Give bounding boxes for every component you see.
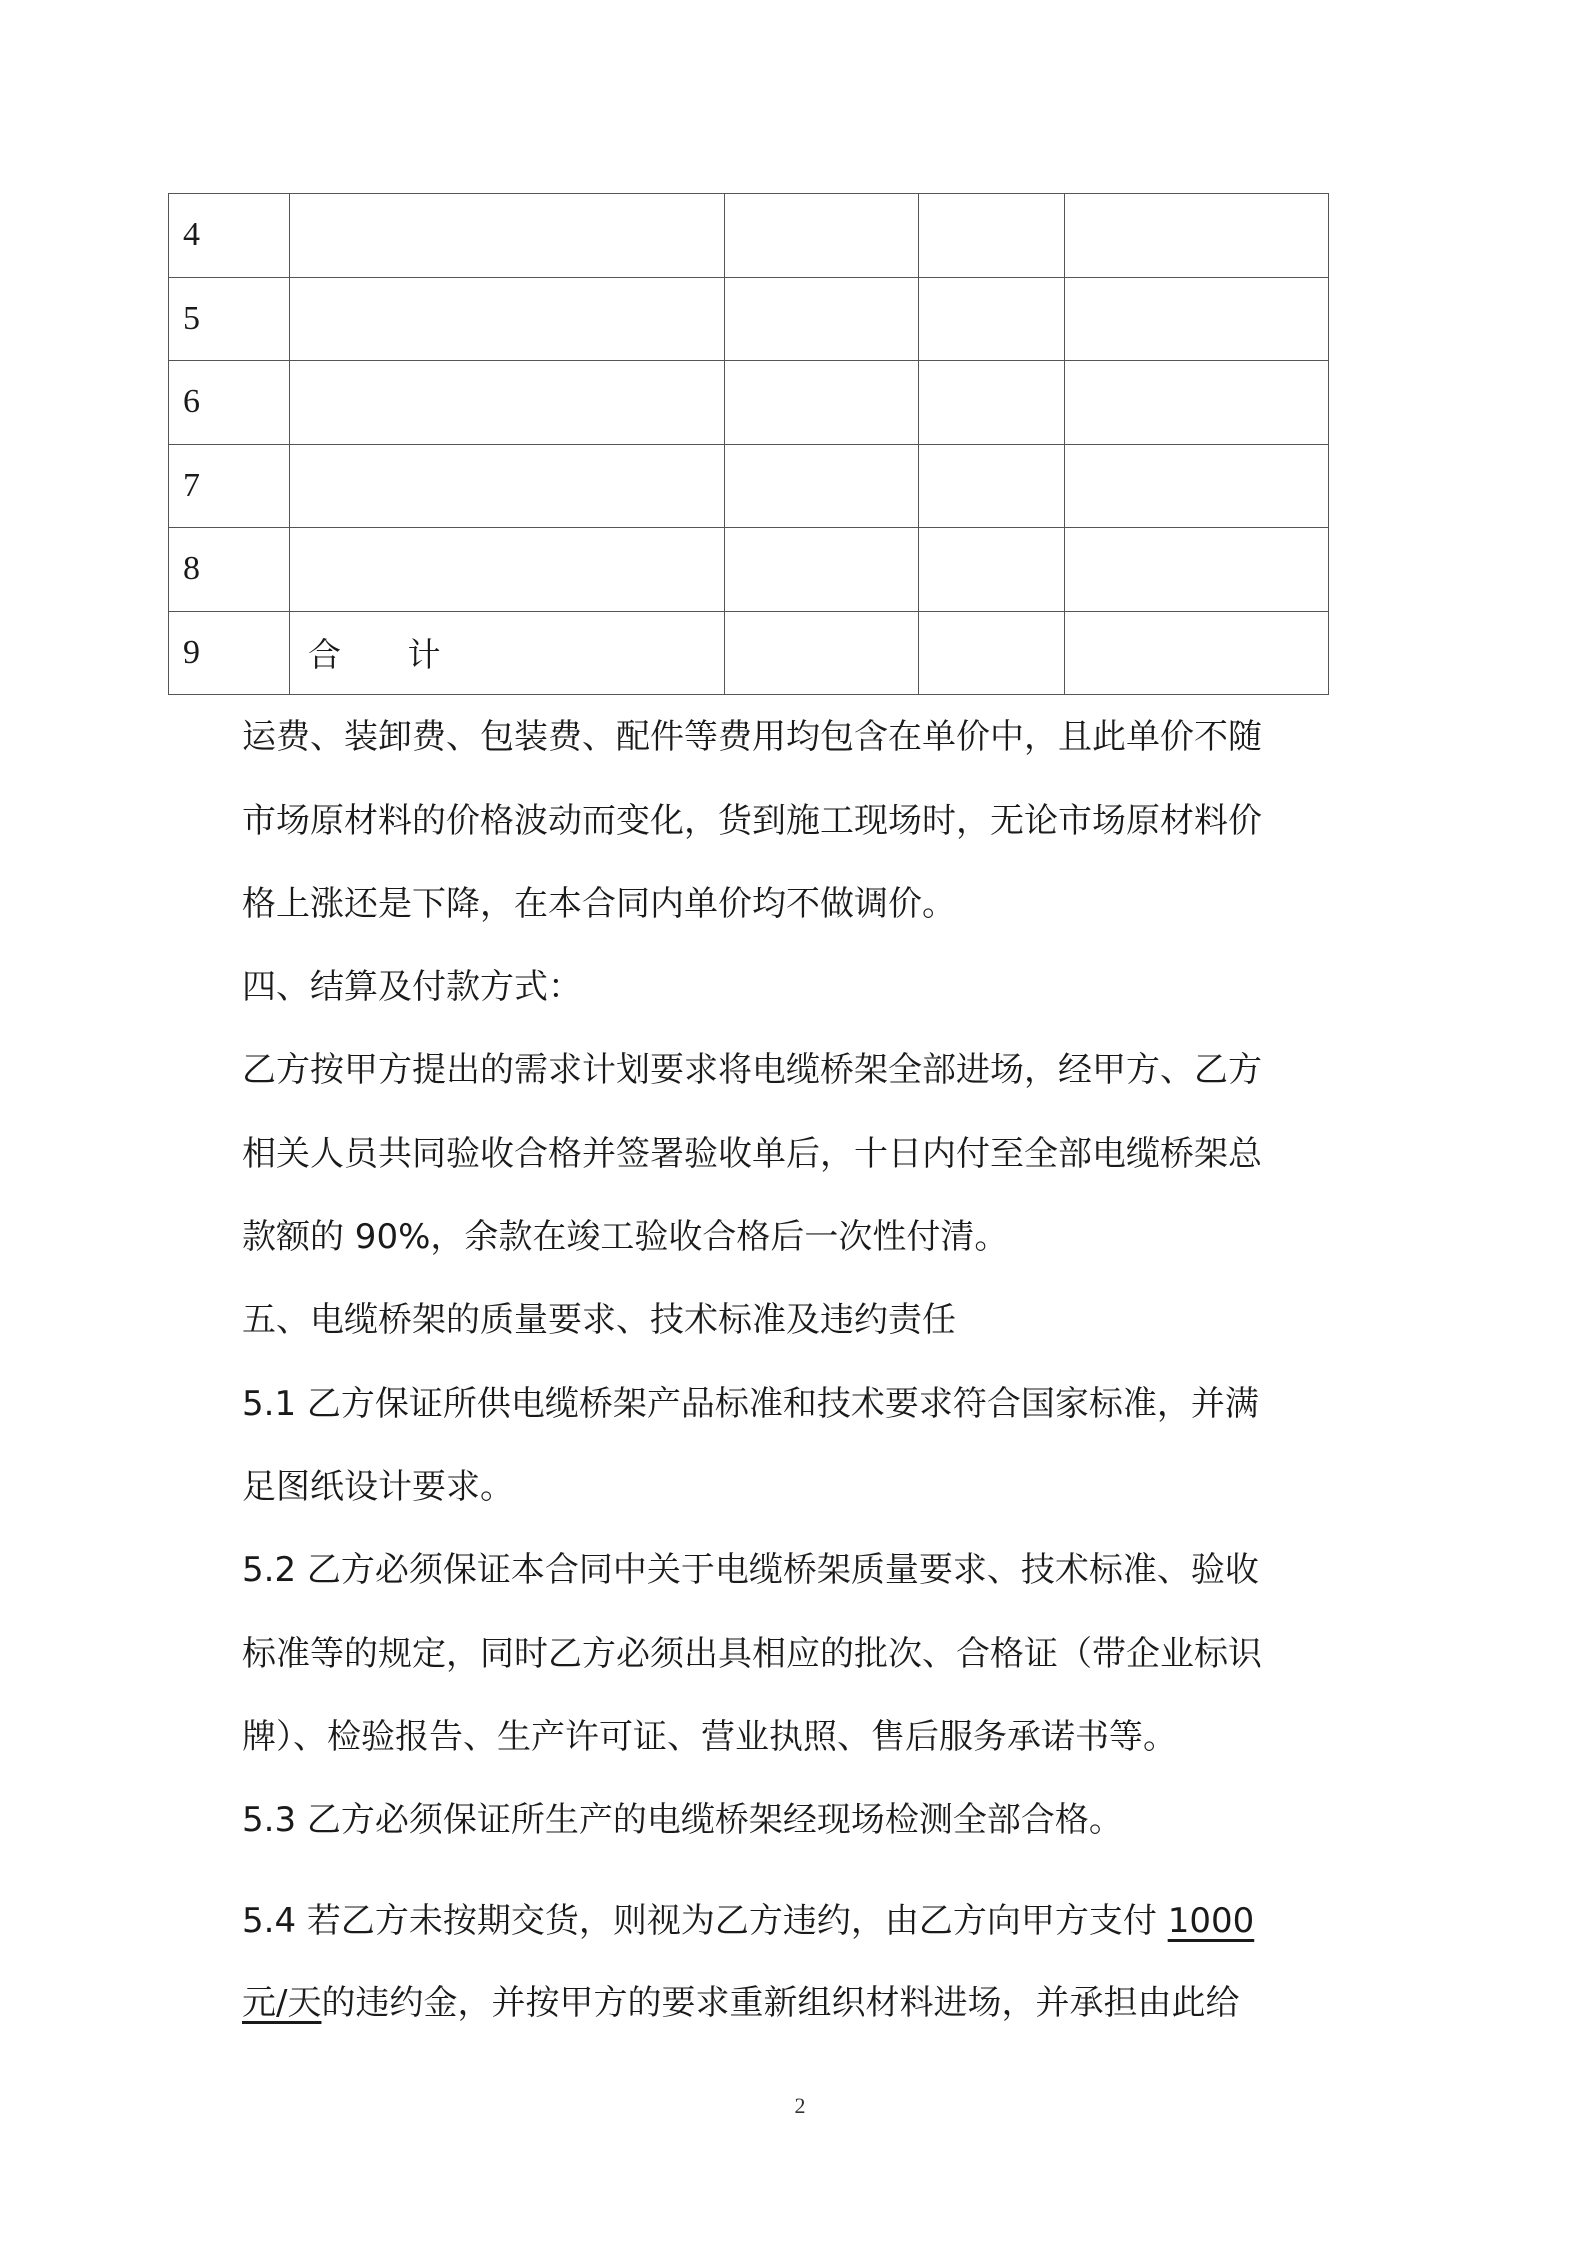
row-number: 8	[169, 528, 290, 612]
paragraph-line	[242, 1983, 1239, 2023]
paragraph-line: 款额的 90%，余款在竣工验收合格后一次性付清。	[242, 1217, 1009, 1257]
paragraph-line: 5.1 乙方保证所供电缆桥架产品标准和技术要求符合国家标准，并满	[242, 1384, 1259, 1424]
paragraph-line: 足图纸设计要求。	[242, 1467, 514, 1507]
text-span: 的违约金，并按甲方的要求重新组织材料进场，并承担由此给	[321, 1983, 1240, 2023]
section-heading: 五、电缆桥架的质量要求、技术标准及违约责任	[242, 1300, 956, 1340]
paragraph-line	[242, 1901, 1254, 1941]
total-label: 合 计	[290, 611, 725, 695]
paragraph-line: 乙方按甲方提出的需求计划要求将电缆桥架全部进场，经甲方、乙方	[242, 1050, 1262, 1090]
paragraph-line: 相关人员共同验收合格并签署验收单后，十日内付至全部电缆桥架总	[242, 1134, 1262, 1174]
penalty-unit: 元/天	[242, 1983, 322, 2023]
paragraph-line: 5.3 乙方必须保证所生产的电缆桥架经现场检测全部合格。	[242, 1800, 1123, 1840]
row-number: 7	[169, 444, 290, 528]
row-number: 9	[169, 611, 290, 695]
section-heading: 四、结算及付款方式：	[242, 967, 582, 1007]
paragraph-line: 标准等的规定，同时乙方必须出具相应的批次、合格证（带企业标识	[242, 1634, 1262, 1674]
row-number: 6	[169, 361, 290, 445]
text-span: 5.4 若乙方未按期交货，则视为乙方违约，由乙方向甲方支付	[242, 1901, 1168, 1941]
row-number: 4	[169, 194, 290, 278]
paragraph-line: 运费、装卸费、包装费、配件等费用均包含在单价中，且此单价不随	[242, 717, 1262, 757]
paragraph-line: 市场原材料的价格波动而变化，货到施工现场时，无论市场原材料价	[242, 801, 1262, 841]
paragraph-line: 5.2 乙方必须保证本合同中关于电缆桥架质量要求、技术标准、验收	[242, 1550, 1259, 1590]
page-number: 2	[794, 2093, 806, 2118]
row-number: 5	[169, 277, 290, 361]
paragraph-line: 格上涨还是下降，在本合同内单价均不做调价。	[242, 884, 956, 924]
penalty-amount: 1000	[1167, 1901, 1255, 1941]
paragraph-line: 牌）、检验报告、生产许可证、营业执照、售后服务承诺书等。	[242, 1717, 1177, 1757]
